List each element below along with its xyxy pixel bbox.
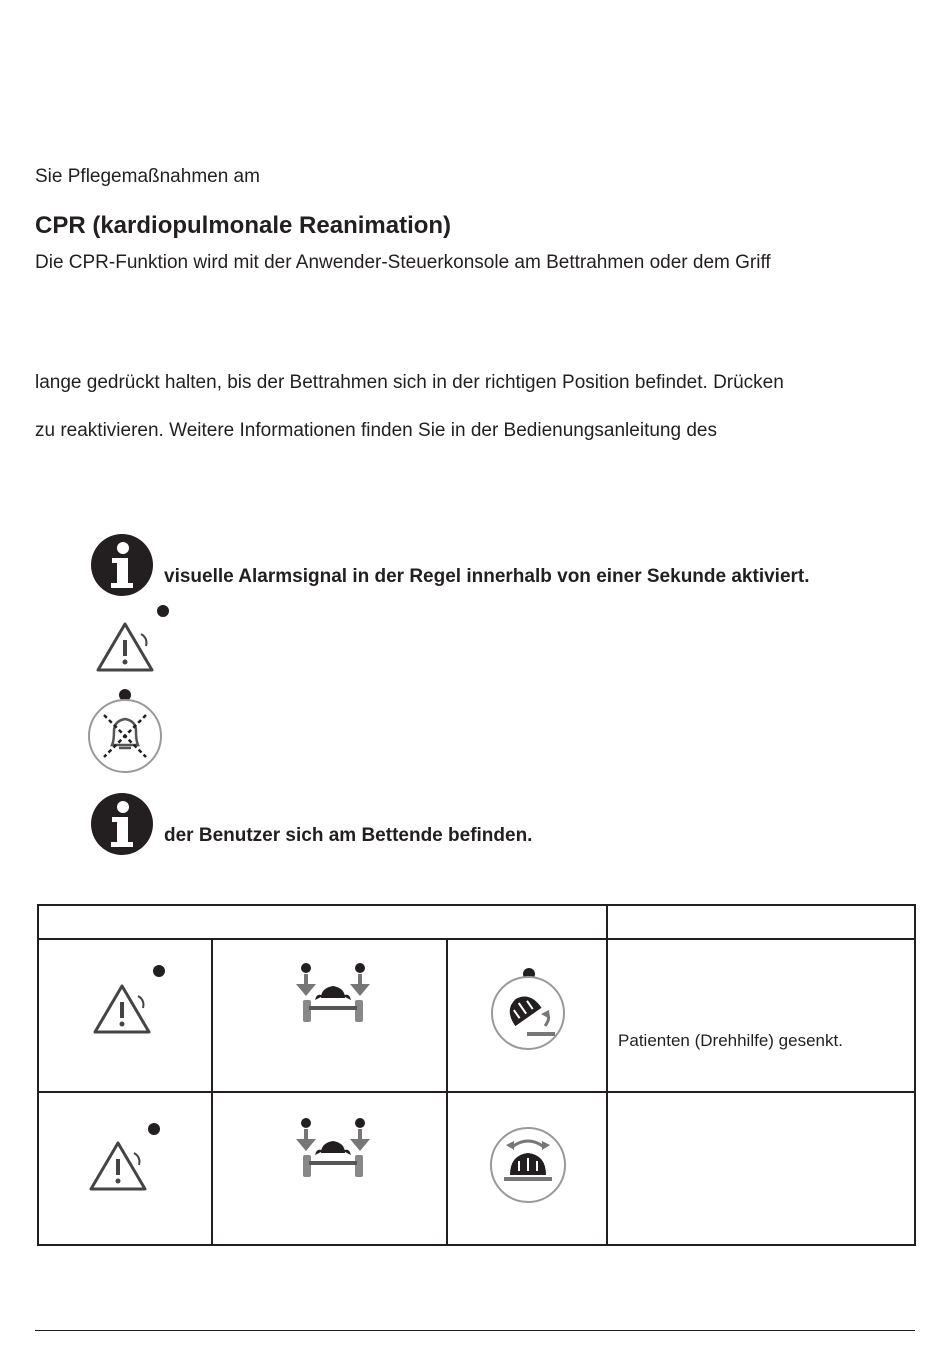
bed-level-icon <box>488 1125 568 1205</box>
info-note-bed-end: der Benutzer sich am Bettende befinden. <box>164 825 533 846</box>
footer-divider <box>35 1330 915 1331</box>
table-cell-text: Patienten (Drehhilfe) gesenkt. <box>618 1031 843 1050</box>
table-cell <box>212 939 447 1092</box>
table-header-cell <box>38 905 607 939</box>
table-cell <box>38 939 212 1092</box>
turn-assist-icon <box>489 974 567 1052</box>
bed-lower-icon <box>291 962 375 1026</box>
bed-lower-icon <box>291 1117 375 1181</box>
table-header-cell <box>607 905 915 939</box>
warning-alarm-icon <box>87 1137 151 1193</box>
table-cell <box>447 939 607 1092</box>
table-row <box>38 1092 915 1245</box>
info-note-alarm: visuelle Alarmsignal in der Regel innerhalb von einer Sekunde aktiviert. <box>164 566 810 587</box>
table-cell <box>447 1092 607 1245</box>
paragraph-line-3: zu reaktivieren. Weitere Informationen finden Sie in der Bedienungsanleitung des <box>35 420 717 441</box>
warning-alarm-icon <box>91 980 155 1036</box>
table-header-row <box>38 905 915 939</box>
section-heading: CPR (kardiopulmonale Reanimation) <box>35 212 452 239</box>
indicator-dot <box>153 965 165 977</box>
alarm-mute-icon <box>86 697 164 775</box>
indicator-dot <box>148 1123 160 1135</box>
paragraph-line-1: Die CPR-Funktion wird mit der Anwender-Steuerkonsole am Bettrahmen oder dem Griff <box>35 252 771 273</box>
info-icon <box>90 792 154 856</box>
table-cell <box>607 1092 915 1245</box>
table-row <box>38 939 915 1092</box>
info-icon <box>90 533 154 597</box>
warning-alarm-icon <box>94 618 158 674</box>
table-cell <box>212 1092 447 1245</box>
paragraph-line-2: lange gedrückt halten, bis der Bettrahmen sich in der richtigen Position befindet. Drücken <box>35 372 784 393</box>
function-table <box>37 904 916 1246</box>
table-cell <box>607 939 915 1092</box>
indicator-dot <box>157 605 169 617</box>
table-cell <box>38 1092 212 1245</box>
intro-line: Sie Pflegemaßnahmen am <box>35 166 260 187</box>
